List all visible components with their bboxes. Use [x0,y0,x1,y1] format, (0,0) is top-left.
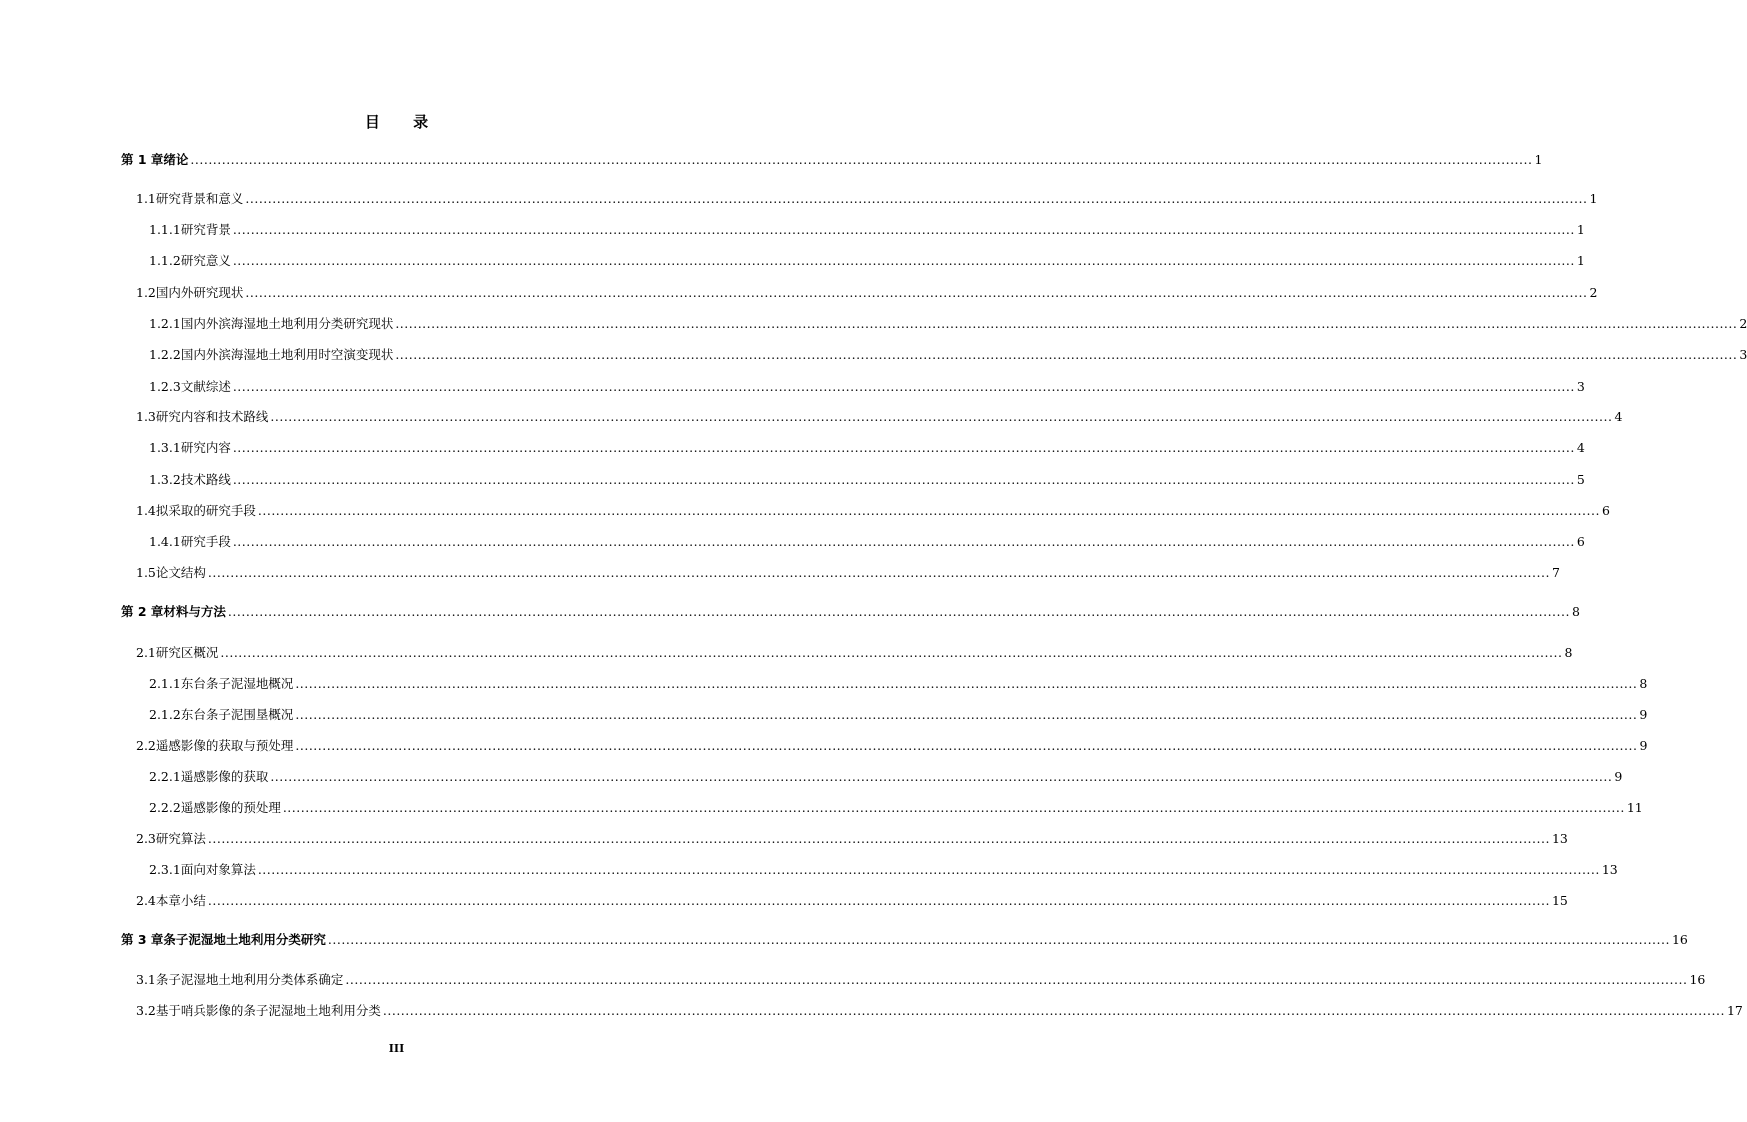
toc-entry-number: 1.5 [136,565,156,580]
toc-entry-number: 1.3 [136,409,156,424]
toc-leader-dots: ............................................................................................................................................................................................................................................................................................................ [295,707,1638,722]
toc-entry-number: 2.3.1 [149,862,181,877]
toc-entry-number: 1.1 [136,191,156,206]
toc-leader-dots: ............................................................................................................................................................................................................................................................................................................ [270,769,1613,784]
toc-entry-page: 2 [1589,285,1598,300]
toc-entry-number: 2.2 [136,738,156,753]
toc-entry-title: 条子泥湿地土地利用分类研究 [163,932,326,947]
toc-leader-dots: ............................................................................................................................................................................................................................................................................................................ [232,472,1575,487]
toc-entry-number: 2.1.1 [149,676,181,691]
toc-entry-title: 论文结构 [155,565,206,580]
toc-entry-number: 1.4.1 [149,534,181,549]
toc-leader-dots: ............................................................................................................................................................................................................................................................................................................ [295,738,1638,753]
toc-leader-dots: ............................................................................................................................................................................................................................................................................................................ [232,440,1575,455]
toc-entry[interactable] [136,971,1706,989]
toc-entry-title: 遥感影像的获取与预处理 [155,738,294,753]
toc-entry-title: 研究手段 [180,534,231,549]
toc-entry-title: 技术路线 [180,472,231,487]
toc-entry-page: 8 [1564,645,1573,660]
toc-entry[interactable] [149,471,1585,489]
toc-entry-page: 1 [1576,222,1585,237]
toc-entry-title: 研究内容和技术路线 [155,409,269,424]
toc-leader-dots: ............................................................................................................................................................................................................................................................................................................ [257,503,1600,518]
toc-entry-page: 3 [1576,379,1585,394]
toc-entry-number: 1.2 [136,285,156,300]
toc-leader-dots: ............................................................................................................................................................................................................................................................................................................ [282,800,1625,815]
toc-entry-number: 1.4 [136,503,156,518]
toc-entry[interactable] [136,564,1560,582]
toc-entry-number: 2.2.2 [149,800,181,815]
toc-entry-number: 2.1.2 [149,707,181,722]
toc-chapter-entry[interactable] [121,603,1580,621]
toc-entry-number: 2.4 [136,893,156,908]
toc-entry[interactable] [149,799,1643,817]
toc-entry-page: 7 [1551,565,1560,580]
toc-entry-title: 东台条子泥围垦概况 [180,707,294,722]
toc-entry-number: 1.3.1 [149,440,181,455]
toc-entry-title: 文献综述 [180,379,231,394]
toc-entry-title: 遥感影像的获取 [180,769,269,784]
toc-entry-number: 第 2 章 [121,604,164,619]
toc-entry-page: 16 [1671,932,1688,947]
toc-entry-title: 基于哨兵影像的条子泥湿地土地利用分类 [155,1003,381,1018]
toc-entry-page: 11 [1626,800,1643,815]
toc-entry-page: 13 [1551,831,1568,846]
toc-entry-title: 研究背景和意义 [155,191,244,206]
toc-entry-title: 东台条子泥湿地概况 [180,676,294,691]
toc-entry-number: 3.1 [136,972,156,987]
toc-leader-dots: ............................................................................................................................................................................................................................................................................................................ [207,831,1550,846]
toc-entry[interactable] [149,706,1648,724]
toc-entry-title: 国内外研究现状 [155,285,244,300]
toc-entry[interactable] [136,502,1610,520]
toc-entry-title: 研究区概况 [155,645,219,660]
toc-leader-dots: ............................................................................................................................................................................................................................................................................................................ [382,1003,1725,1018]
toc-entry[interactable] [136,737,1648,755]
toc-entry-title: 研究内容 [180,440,231,455]
toc-entry-title: 研究意义 [180,253,231,268]
toc-entry[interactable] [136,1002,1743,1020]
toc-leader-dots: ............................................................................................................................................................................................................................................................................................................ [245,285,1588,300]
toc-entry[interactable] [136,408,1623,426]
toc-entry[interactable] [149,675,1648,693]
toc-entry[interactable] [149,533,1585,551]
toc-entry-page: 4 [1614,409,1623,424]
toc-leader-dots: ............................................................................................................................................................................................................................................................................................................ [270,409,1613,424]
toc-leader-dots: ............................................................................................................................................................................................................................................................................................................ [295,676,1638,691]
toc-leader-dots: ............................................................................................................................................................................................................................................................................................................ [232,379,1575,394]
toc-entry-page: 9 [1614,769,1623,784]
toc-entry-number: 第 1 章 [121,152,164,167]
toc-entry-page: 17 [1726,1003,1743,1018]
toc-entry[interactable] [149,378,1585,396]
toc-entry-title: 材料与方法 [163,604,226,619]
toc-entry[interactable] [136,190,1598,208]
toc-entry-number: 1.2.1 [149,316,181,331]
toc-entry-page: 16 [1689,972,1706,987]
toc-entry-number: 2.2.1 [149,769,181,784]
toc-leader-dots: ............................................................................................................................................................................................................................................................................................................ [395,347,1738,362]
toc-chapter-entry[interactable] [121,151,1543,169]
toc-leader-dots: ............................................................................................................................................................................................................................................................................................................ [232,253,1575,268]
toc-leader-dots: ............................................................................................................................................................................................................................................................................................................ [327,932,1670,947]
toc-leader-dots: ............................................................................................................................................................................................................................................................................................................ [232,222,1575,237]
toc-entry[interactable] [136,892,1568,910]
toc-leader-dots: ............................................................................................................................................................................................................................................................................................................ [190,152,1533,167]
toc-entry-number: 1.2.2 [149,347,181,362]
toc-entry-title: 研究算法 [155,831,206,846]
toc-entry-page: 15 [1551,893,1568,908]
toc-entry-title: 国内外滨海湿地土地利用分类研究现状 [180,316,394,331]
toc-chapter-entry[interactable] [121,931,1688,949]
toc-entry-title: 条子泥湿地土地利用分类体系确定 [155,972,344,987]
toc-leader-dots: ............................................................................................................................................................................................................................................................................................................ [227,604,1570,619]
toc-entry-title: 面向对象算法 [180,862,256,877]
toc-entry-number: 3.2 [136,1003,156,1018]
toc-entry-page: 13 [1601,862,1618,877]
toc-entry-page: 9 [1639,707,1648,722]
toc-entry[interactable] [149,768,1623,786]
toc-leader-dots: ............................................................................................................................................................................................................................................................................................................ [245,191,1588,206]
toc-entry[interactable] [149,861,1618,879]
toc-entry-title: 拟采取的研究手段 [155,503,256,518]
toc-entry[interactable] [149,439,1585,457]
page-number: III [388,1042,405,1055]
toc-leader-dots: ............................................................................................................................................................................................................................................................................................................ [220,645,1563,660]
toc-entry-title: 国内外滨海湿地土地利用时空演变现状 [180,347,394,362]
toc-leader-dots: ............................................................................................................................................................................................................................................................................................................ [207,893,1550,908]
toc-entry[interactable] [149,252,1585,270]
toc-entry-page: 4 [1576,440,1585,455]
toc-title: 目 录 [364,113,443,131]
toc-leader-dots: ............................................................................................................................................................................................................................................................................................................ [395,316,1738,331]
toc-leader-dots: ............................................................................................................................................................................................................................................................................................................ [345,972,1688,987]
toc-entry-page: 9 [1639,738,1648,753]
toc-entry-title: 绪论 [163,152,189,167]
toc-entry-page: 8 [1571,604,1580,619]
toc-entry-title: 本章小结 [155,893,206,908]
toc-entry[interactable] [149,221,1585,239]
toc-entry-title: 遥感影像的预处理 [180,800,281,815]
toc-entry-page: 1 [1589,191,1598,206]
toc-entry[interactable] [136,644,1573,662]
toc-leader-dots: ............................................................................................................................................................................................................................................................................................................ [207,565,1550,580]
toc-entry-number: 1.1.2 [149,253,181,268]
toc-entry-number: 1.1.1 [149,222,181,237]
toc-entry-page: 5 [1576,472,1585,487]
toc-entry-page: 1 [1576,253,1585,268]
toc-entry-page: 1 [1534,152,1543,167]
toc-entry-page: 2 [1739,316,1747,331]
toc-entry-page: 6 [1576,534,1585,549]
toc-entry-number: 1.3.2 [149,472,181,487]
toc-entry-number: 2.3 [136,831,156,846]
toc-entry-page: 6 [1601,503,1610,518]
toc-leader-dots: ............................................................................................................................................................................................................................................................................................................ [257,862,1600,877]
toc-entry-page: 3 [1739,347,1747,362]
toc-entry[interactable] [149,315,1747,333]
toc-entry[interactable] [136,284,1598,302]
toc-entry[interactable] [149,346,1747,364]
toc-entry[interactable] [136,830,1568,848]
toc-entry-number: 第 3 章 [121,932,164,947]
toc-leader-dots: ............................................................................................................................................................................................................................................................................................................ [232,534,1575,549]
toc-entry-number: 1.2.3 [149,379,181,394]
toc-entry-number: 2.1 [136,645,156,660]
toc-entry-title: 研究背景 [180,222,231,237]
toc-entry-page: 8 [1639,676,1648,691]
